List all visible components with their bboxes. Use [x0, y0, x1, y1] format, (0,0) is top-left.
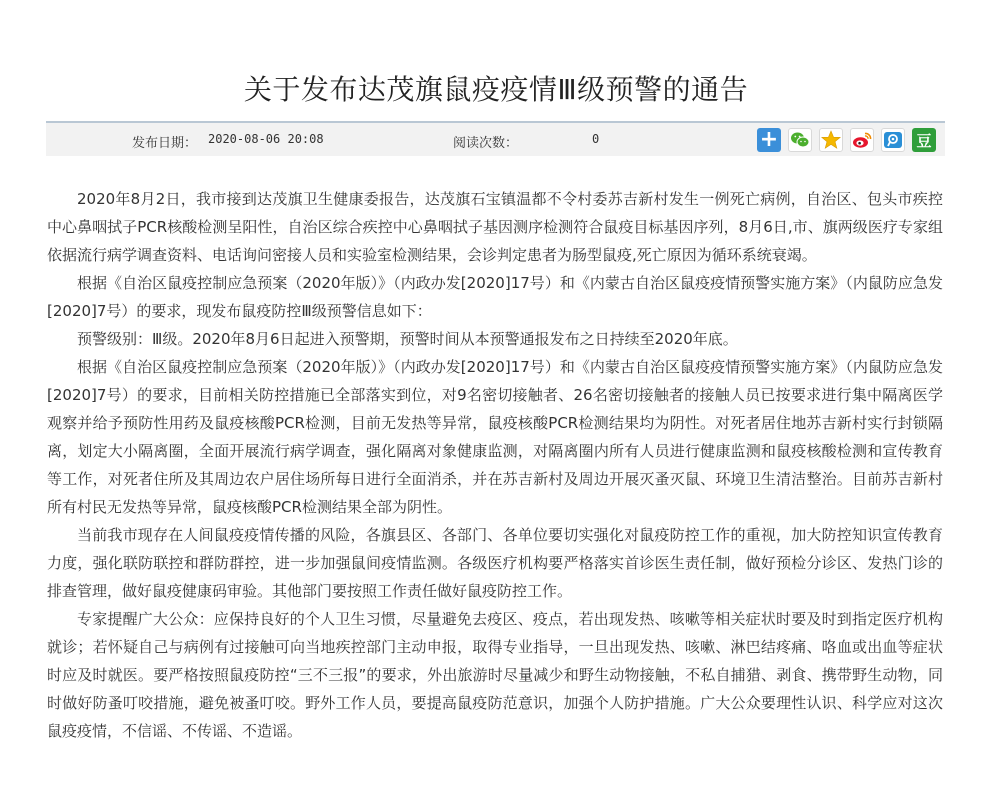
publish-date-label: 发布日期：	[132, 136, 198, 151]
page-title: 关于发布达茂旗鼠疫疫情Ⅲ级预警的通告	[243, 73, 749, 106]
wechat-icon	[790, 131, 810, 149]
share-more-button[interactable]	[757, 128, 781, 152]
share-weibo-button[interactable]	[850, 128, 874, 152]
tencent-weibo-icon	[883, 131, 903, 149]
article-paragraph: 2020年8月2日，我市接到达茂旗卫生健康委报告，达茂旗石宝镇温都不令村委苏吉新村发生一例死亡病例，自治区、包头市疾控中心鼻咽拭子PCR核酸检测呈阳性，自治区综合疾控中心鼻咽拭子基因测序检测符合鼠疫目标基因序列，8月6日,市、旗两级医疗专家组依据流行病学调查资料、电话询问密接人员和实验室检测结果，会诊判定患者为肠型鼠疫,死亡原因为循环系统衰竭。	[47, 190, 943, 264]
plus-icon: +	[759, 127, 779, 152]
share-toolbar	[757, 128, 936, 152]
article-meta-bar	[46, 121, 945, 156]
share-wechat-button[interactable]	[788, 128, 812, 152]
article-paragraph: 当前我市现存在人间鼠疫疫情传播的风险，各旗县区、各部门、各单位要切实强化对鼠疫防控工作的重视，加大防控知识宣传教育力度，强化联防联控和群防群控，进一步加强鼠间疫情监测。各级医疗机构要严格落实首诊医生责任制，做好预检分诊区、发热门诊的排查管理，做好鼠疫健康码审验。其他部门要按照工作责任做好鼠疫防控工作。	[47, 526, 943, 600]
view-count-value: 0	[592, 132, 600, 146]
article-body	[47, 185, 943, 745]
star-icon	[821, 130, 841, 150]
view-count-label: 阅读次数：	[453, 136, 519, 151]
share-qzone-button[interactable]	[819, 128, 843, 152]
douban-icon: 豆	[916, 131, 932, 150]
article-paragraph: 根据《自治区鼠疫控制应急预案（2020年版）》（内政办发[2020]17号）和《内蒙古自治区鼠疫疫情预警实施方案》（内鼠防应急发[2020]7号）的要求，现发布鼠疫防控Ⅲ级预警信息如下：	[47, 274, 943, 320]
share-douban-button[interactable]	[912, 128, 936, 152]
share-tencent-weibo-button[interactable]	[881, 128, 905, 152]
article-paragraph: 预警级别：Ⅲ级。2020年8月6日起进入预警期，预警时间从本预警通报发布之日持续至2020年底。	[77, 330, 738, 348]
article-paragraph: 根据《自治区鼠疫控制应急预案（2020年版）》（内政办发[2020]17号）和《内蒙古自治区鼠疫疫情预警实施方案》（内鼠防应急发[2020]7号）的要求，目前相关防控措施已全部落实到位，对9名密切接触者、26名密切接触者的接触人员已按要求进行集中隔离医学观察并给予预防性用药及鼠疫核酸PCR检测，目前无发热等异常，鼠疫核酸PCR检测结果均为阴性。对死者居住地苏吉新村实行封锁隔离，划定大小隔离圈，全面开展流行病学调查，强化隔离对象健康监测，对隔离圈内所有人员进行健康监测和鼠疫核酸检测和宣传教育等工作，对死者住所及其周边农户居住场所每日进行全面消杀，并在苏吉新村及周边开展灭蚤灭鼠、环境卫生清洁整治。目前苏吉新村所有村民无发热等异常，鼠疫核酸PCR检测结果全部为阴性。	[47, 358, 943, 516]
article-paragraph: 专家提醒广大公众：应保持良好的个人卫生习惯，尽量避免去疫区、疫点，若出现发热、咳嗽等相关症状时要及时到指定医疗机构就诊；若怀疑自己与病例有过接触可向当地疾控部门主动申报，取得专业指导，一旦出现发热、咳嗽、淋巴结疼痛、咯血或出血等症状时应及时就医。要严格按照鼠疫防控“三不三报”的要求，外出旅游时尽量减少和野生动物接触，不私自捕猎、剥食、携带野生动物，同时做好防蚤叮咬措施，避免被蚤叮咬。野外工作人员，要提高鼠疫防范意识，加强个人防护措施。广大公众要理性认识、科学应对这次鼠疫疫情，不信谣、不传谣、不造谣。	[47, 610, 943, 740]
weibo-icon	[852, 131, 872, 149]
publish-date-value: 2020-08-06 20:08	[208, 132, 324, 146]
